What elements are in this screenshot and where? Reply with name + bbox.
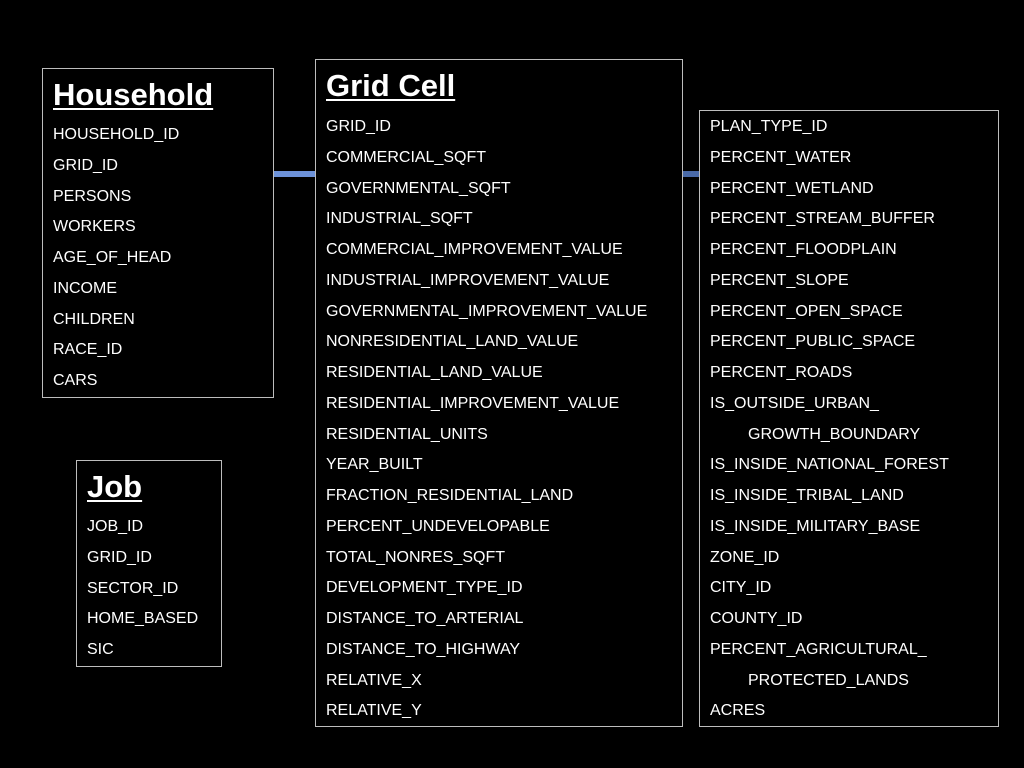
gridcell-entity <box>315 59 683 727</box>
gridcell-field: TOTAL_NONRES_SQFT <box>326 548 505 566</box>
gridcell-field: PERCENT_AGRICULTURAL_ <box>710 640 927 658</box>
gridcell-field: COMMERCIAL_IMPROVEMENT_VALUE <box>326 241 623 258</box>
job-field: SECTOR_ID <box>87 579 179 597</box>
household-gridcell-connector <box>274 171 316 177</box>
gridcell-field: COMMERCIAL_SQFT <box>326 148 487 166</box>
gridcell-field: RELATIVE_Y <box>326 702 422 720</box>
gridcell-field: PERCENT_SLOPE <box>710 271 849 289</box>
household-field: GRID_ID <box>53 156 118 174</box>
gridcell-field: GRID_ID <box>326 118 391 135</box>
job-field-list <box>87 512 198 666</box>
gridcell-continuation-entity <box>699 110 999 727</box>
gridcell-field: GOVERNMENTAL_SQFT <box>326 179 511 197</box>
household-field: CHILDREN <box>53 310 135 328</box>
gridcell-field: IS_INSIDE_NATIONAL_FOREST <box>710 456 949 474</box>
gridcell-field: PERCENT_ROADS <box>710 364 853 381</box>
gridcell-continuation-connector <box>683 171 700 177</box>
gridcell-field: DISTANCE_TO_ARTERIAL <box>326 610 524 627</box>
gridcell-field: PERCENT_FLOODPLAIN <box>710 241 897 258</box>
household-field: INCOME <box>53 279 117 297</box>
gridcell-field: PERCENT_STREAM_BUFFER <box>710 210 935 228</box>
gridcell-field: GOVERNMENTAL_IMPROVEMENT_VALUE <box>326 302 648 320</box>
gridcell-continuation-field-list <box>710 112 949 727</box>
job-field: SIC <box>87 641 114 658</box>
household-field: CARS <box>53 372 98 389</box>
gridcell-field: PERCENT_UNDEVELOPABLE <box>326 517 550 535</box>
gridcell-field: IS_INSIDE_MILITARY_BASE <box>710 517 921 535</box>
gridcell-field: YEAR_BUILT <box>326 456 423 474</box>
gridcell-field: PERCENT_WETLAND <box>710 179 874 197</box>
gridcell-field-wrapped: GROWTH_BOUNDARY <box>748 425 921 443</box>
job-field: JOB_ID <box>87 518 144 535</box>
gridcell-field: COUNTY_ID <box>710 610 803 627</box>
gridcell-field: ZONE_ID <box>710 548 780 566</box>
household-entity <box>42 68 274 398</box>
gridcell-field: IS_OUTSIDE_URBAN_ <box>710 394 879 412</box>
household-field: RACE_ID <box>53 341 123 359</box>
gridcell-field: ACRES <box>710 702 766 720</box>
job-entity <box>76 460 222 667</box>
gridcell-field: RESIDENTIAL_IMPROVEMENT_VALUE <box>326 394 620 412</box>
job-field: GRID_ID <box>87 548 152 566</box>
gridcell-field: DISTANCE_TO_HIGHWAY <box>326 640 521 658</box>
gridcell-field: DEVELOPMENT_TYPE_ID <box>326 579 523 597</box>
household-title: Household <box>53 77 214 112</box>
household-field: HOUSEHOLD_ID <box>53 126 180 143</box>
gridcell-field: INDUSTRIAL_SQFT <box>326 210 473 228</box>
gridcell-field: CITY_ID <box>710 579 772 597</box>
gridcell-field: INDUSTRIAL_IMPROVEMENT_VALUE <box>326 271 610 289</box>
gridcell-field: PERCENT_PUBLIC_SPACE <box>710 333 916 351</box>
household-field: PERSONS <box>53 187 132 205</box>
gridcell-field-wrapped: PROTECTED_LANDS <box>748 671 909 689</box>
gridcell-field: PERCENT_WATER <box>710 148 852 166</box>
gridcell-field: RELATIVE_X <box>326 671 422 689</box>
gridcell-field: RESIDENTIAL_UNITS <box>326 425 488 443</box>
gridcell-field: RESIDENTIAL_LAND_VALUE <box>326 364 543 381</box>
household-field: AGE_OF_HEAD <box>53 249 172 266</box>
gridcell-title: Grid Cell <box>326 68 456 103</box>
job-field: HOME_BASED <box>87 610 199 628</box>
gridcell-field: IS_INSIDE_TRIBAL_LAND <box>710 487 904 504</box>
household-field: WORKERS <box>53 218 136 236</box>
gridcell-field: PERCENT_OPEN_SPACE <box>710 302 903 320</box>
gridcell-field: NONRESIDENTIAL_LAND_VALUE <box>326 333 579 351</box>
job-title: Job <box>87 469 143 504</box>
household-field-list <box>53 120 179 397</box>
gridcell-field-list <box>326 112 647 727</box>
gridcell-field: PLAN_TYPE_ID <box>710 118 828 135</box>
gridcell-field: FRACTION_RESIDENTIAL_LAND <box>326 487 574 504</box>
